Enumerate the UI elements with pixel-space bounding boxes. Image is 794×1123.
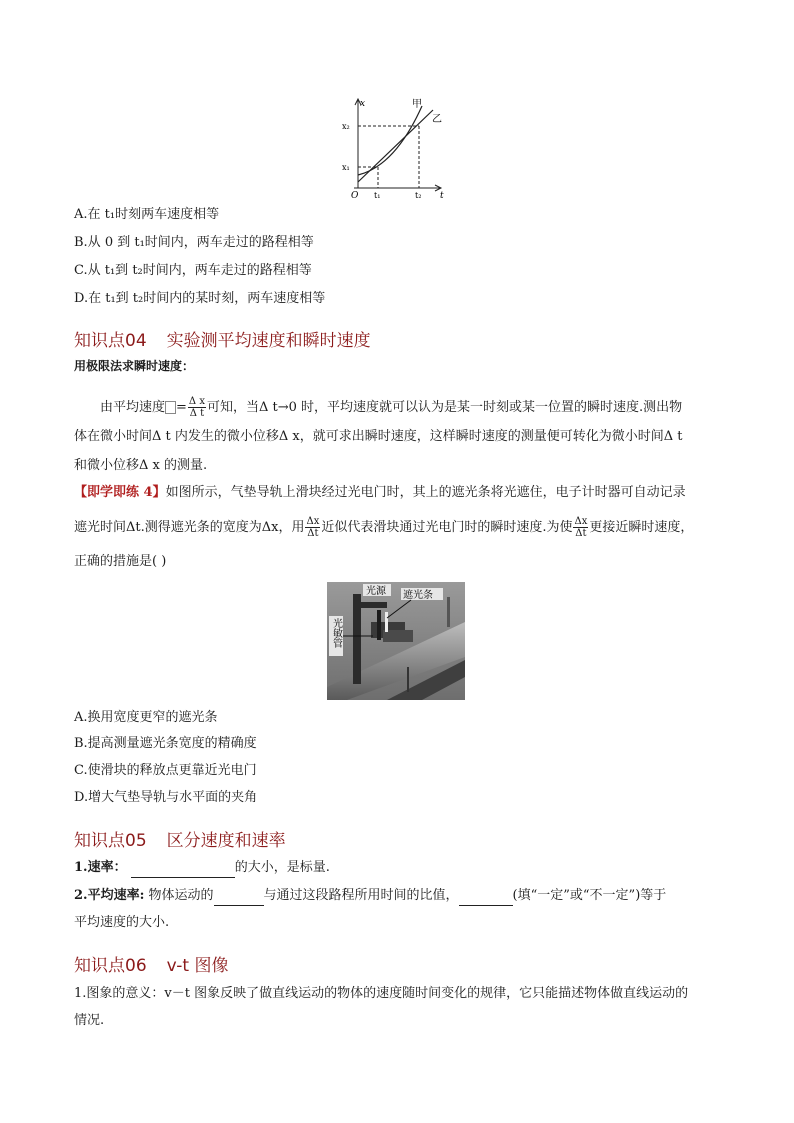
section-05-line-1: [74, 858, 330, 878]
section-04-para-line-1: [100, 396, 682, 419]
section-05-title: 区分速度和速率: [166, 831, 286, 851]
section-06-number: 知识点06: [74, 956, 147, 976]
dx-dt-fraction: [573, 516, 588, 539]
section-06-line-1: 1.图象的意义：v－t 图象反映了做直线运动的物体的速度随时间变化的规律，它只能描述物体做直线运动的: [74, 986, 689, 1001]
section-05-heading: [74, 826, 286, 851]
v-bar-symbol: [165, 401, 176, 414]
fill-blank[interactable]: [214, 891, 264, 906]
graph-origin-label: O: [351, 191, 359, 201]
section-04-number: 知识点04: [74, 331, 147, 351]
graph-jia-label: 甲: [412, 99, 422, 110]
exercise-text: 近似代表滑块通过光电门时的瞬时速度.为使: [321, 520, 573, 535]
speed-label: 1.速率：: [74, 860, 127, 875]
graph-x-label: x: [360, 99, 366, 109]
graph-yi-label: 乙: [432, 114, 442, 125]
q3-option-b: B.从 0 到 t₁时间内，两车走过的路程相等: [74, 235, 314, 250]
fraction-numerator: Δ x: [188, 396, 205, 407]
exercise-4-line-1: [74, 483, 686, 503]
fraction-numerator: Δx: [574, 516, 588, 527]
section-06-heading: [74, 951, 228, 976]
section-text: (填“一定”或“不一定”)等于: [512, 888, 667, 903]
dx-over-dt-fraction: [188, 396, 206, 419]
fill-blank[interactable]: [459, 891, 513, 906]
fraction-denominator: Δ t: [189, 408, 205, 419]
curve-jia: [358, 106, 422, 175]
q3-option-a: A.在 t₁时刻两车速度相等: [74, 207, 220, 222]
para-text: 由平均速度: [100, 400, 166, 415]
photo-label-photo-tube: 光敏管: [330, 618, 342, 648]
q4-option-b: B.提高测量遮光条宽度的精确度: [74, 736, 257, 751]
graph-t1-label: t₁: [374, 191, 381, 200]
fraction-denominator: Δt: [307, 528, 319, 539]
section-05-line-3: 平均速度的大小.: [74, 915, 170, 930]
position-time-graph: [340, 96, 460, 202]
exercise-4-line-2: [74, 516, 693, 539]
exercise-4-tag: 【即学即练 4】: [74, 485, 166, 500]
fraction-denominator: Δt: [575, 528, 587, 539]
section-text: 物体运动的: [148, 888, 214, 903]
exercise-text: 如图所示，气垫导轨上滑块经过光电门时，其上的遮光条将光遮住，电子计时器可自动记录: [165, 485, 686, 500]
q4-option-a: A.换用宽度更窄的遮光条: [74, 710, 218, 725]
fill-blank[interactable]: [131, 863, 235, 878]
exercise-4-line-3: 正确的措施是( ): [74, 554, 167, 569]
section-text: 的大小，是标量.: [234, 860, 330, 875]
average-speed-label: 2.平均速率:: [74, 888, 145, 903]
section-04-subtitle: 用极限法求瞬时速度：: [74, 359, 195, 373]
q4-option-c: C.使滑块的释放点更靠近光电门: [74, 763, 257, 778]
graph-t2-label: t₂: [415, 191, 422, 200]
para-text: 可知，当Δ t→0 时，平均速度就可以认为是某一时刻或某一位置的瞬时速度.测出物: [206, 400, 683, 415]
section-04-heading: [74, 326, 371, 351]
q3-option-c: C.从 t₁到 t₂时间内，两车走过的路程相等: [74, 263, 312, 278]
section-04-para-line-2: 体在微小时间Δ t 内发生的微小位移Δ x，就可求出瞬时速度，这样瞬时速度的测量便可转化为微小时间Δ t: [74, 429, 683, 444]
photo-label-shading-strip: 遮光条: [403, 590, 433, 601]
section-04-title: 实验测平均速度和瞬时速度: [166, 331, 371, 351]
equals-sign: =: [176, 400, 187, 415]
air-track-photo: [327, 582, 465, 700]
q4-option-d: D.增大气垫导轨与水平面的夹角: [74, 790, 258, 805]
exercise-text: 更接近瞬时速度，: [589, 520, 694, 535]
dx-dt-fraction: [305, 516, 320, 539]
graph-x2-label: x₂: [342, 122, 350, 131]
section-text: 与通过这段路程所用时间的比值，: [263, 888, 459, 903]
graph-t-label: t: [440, 191, 444, 201]
section-05-line-2: [74, 886, 666, 906]
fraction-numerator: Δx: [306, 516, 320, 527]
photo-label-light-source: 光源: [366, 586, 386, 597]
section-06-title: v-t 图像: [166, 956, 229, 976]
section-05-number: 知识点05: [74, 831, 147, 851]
section-04-para-line-3: 和微小位移Δ x 的测量.: [74, 458, 208, 473]
q3-option-d: D.在 t₁到 t₂时间内的某时刻，两车速度相等: [74, 291, 326, 306]
graph-x1-label: x₁: [342, 163, 350, 172]
exercise-text: 遮光时间Δt.测得遮光条的宽度为Δx，用: [74, 520, 305, 535]
section-06-line-2: 情况.: [74, 1013, 105, 1028]
